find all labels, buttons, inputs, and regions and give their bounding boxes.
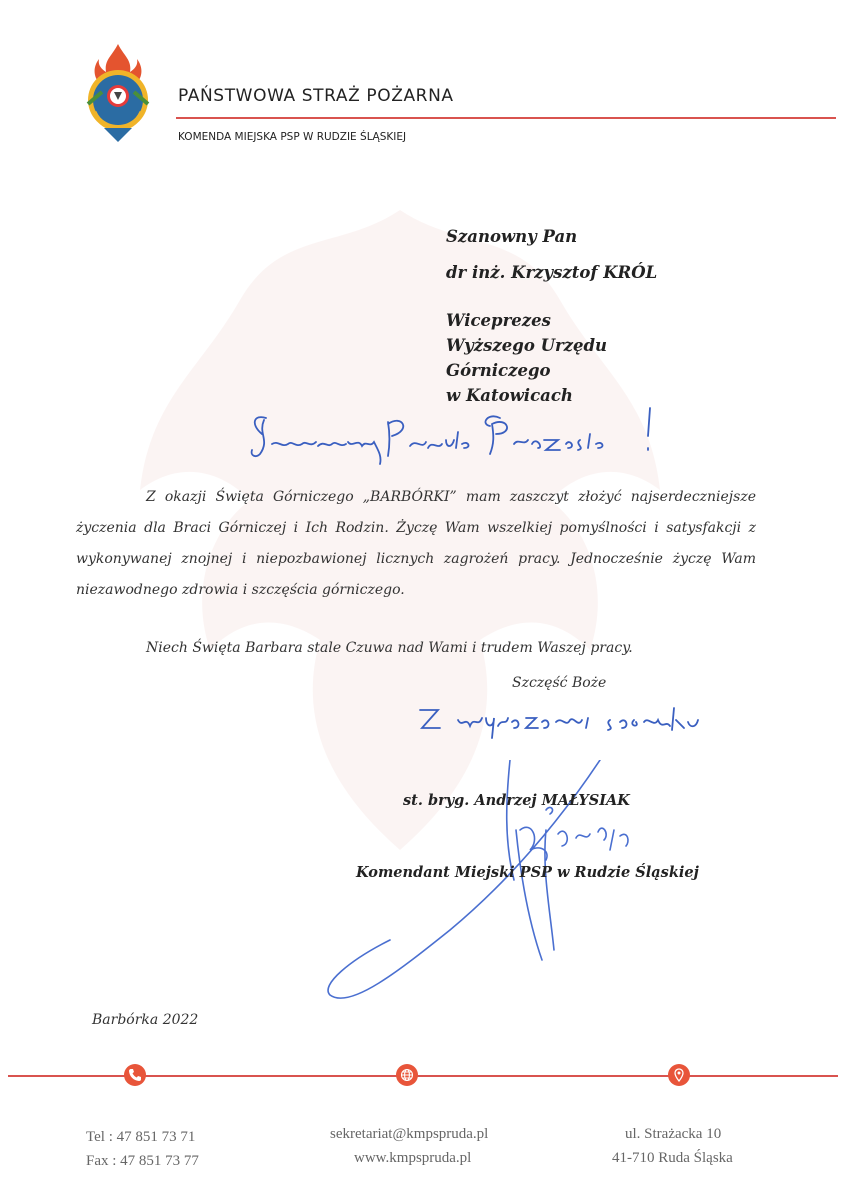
date-line: Barbórka 2022 [92,1012,199,1028]
addressee-name: dr inż. Krzysztof KRÓL [446,263,658,282]
footer-street: ul. Strażacka 10 [625,1126,722,1142]
footer-website[interactable]: www.kmpspruda.pl [354,1150,472,1166]
letter-paragraph-1: Z okazji Święta Górniczego „BARBÓRKI” mam zaszczyt złożyć najserdeczniejsze życzenia dla Braci Górniczej i Ich Rodzin. Życzę Wam wszelkiej pomyślności i satysfakcji z wykonywanej znojnej i niepozbawionej licznych zagrożeń pracy. Jednocześnie życzę Wam niezawodnego zdrowia i szczęścia górniczego. [76,489,756,598]
addressee-greeting: Szanowny Pan [446,227,578,246]
addressee-position-1: Wiceprezes [446,311,551,330]
location-pin-icon [668,1064,690,1086]
addressee-position-3: Górniczego [446,361,551,380]
globe-icon [396,1064,418,1086]
addressee-position-4: w Katowicach [446,386,573,405]
footer-city: 41-710 Ruda Śląska [612,1150,733,1166]
footer-phone: Tel : 47 851 73 71 [86,1129,196,1145]
handwritten-salutation [240,404,670,474]
footer-fax: Fax : 47 851 73 77 [86,1153,199,1169]
organization-name: PAŃSTWOWA STRAŻ POŻARNA [178,86,454,106]
header-divider [176,117,836,119]
addressee-position-2: Wyższego Urzędu [446,336,608,355]
organization-unit: KOMENDA MIEJSKA PSP W RUDZIE ŚLĄSKIEJ [178,131,407,143]
handwritten-closing [410,698,740,748]
signatory-name: st. bryg. Andrzej MAŁYSIAK [403,792,630,809]
phone-icon [124,1064,146,1086]
signatory-title: Komendant Miejski PSP w Rudzie Śląskiej [356,864,699,881]
greeting-close: Szczęść Boże [512,675,607,691]
letter-paragraph-2: Niech Święta Barbara stale Czuwa nad Wami i trudem Waszej pracy. [146,640,633,656]
psp-emblem-icon [74,42,162,144]
footer-email[interactable]: sekretariat@kmpspruda.pl [330,1126,489,1142]
